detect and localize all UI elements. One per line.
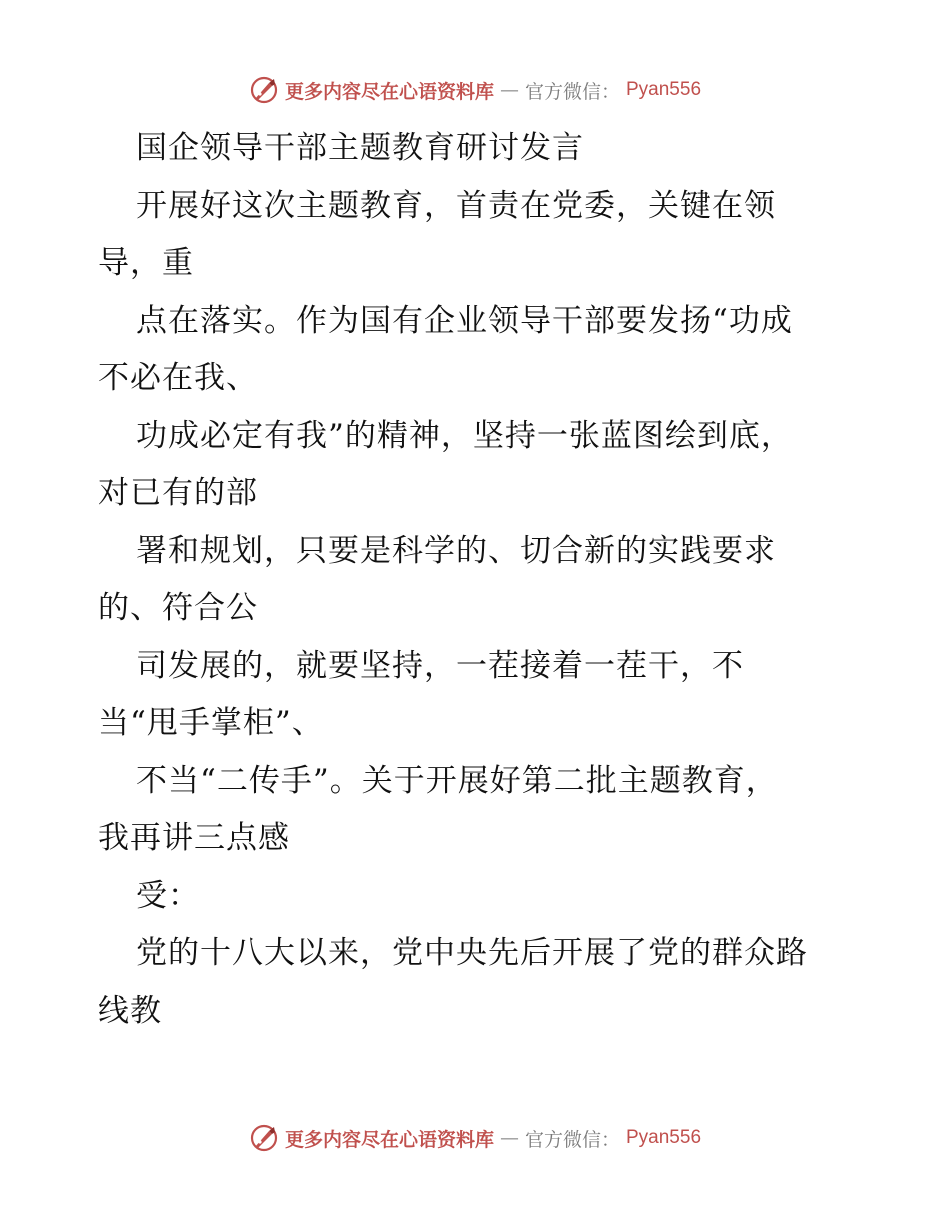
paragraph-line: 党的十八大以来，党中央先后开展了党的群众路 <box>136 935 808 971</box>
footer-banner <box>0 1122 950 1154</box>
banner-wechat-id: Pyan556 <box>626 1127 702 1148</box>
paragraph-line: 开展好这次主题教育，首责在党委，关键在领 <box>136 187 776 224</box>
banner-wechat-label: 官方微信： <box>524 1128 620 1151</box>
paragraph-line: 的、符合公 <box>98 590 258 626</box>
quill-pen-circle-icon <box>249 1123 279 1153</box>
banner-separator: — <box>499 1127 519 1149</box>
document-body <box>98 120 878 1040</box>
banner-separator: — <box>499 79 519 101</box>
paragraph-line: 当“甩手掌柜”、 <box>98 705 324 741</box>
paragraph-line: 署和规划，只要是科学的、切合新的实践要求 <box>136 532 776 569</box>
paragraph-line: 点在落实。作为国有企业领导干部要发扬“功成 <box>136 302 793 339</box>
banner-text: 更多内容尽在心语资料库 <box>284 80 494 103</box>
paragraph-line: 受： <box>136 877 200 914</box>
paragraph-line: 对已有的部 <box>98 475 258 511</box>
banner-wechat-label: 官方微信： <box>524 80 620 103</box>
header-banner <box>0 74 950 106</box>
paragraph-line: 线教 <box>98 992 162 1029</box>
paragraph-line: 我再讲三点感 <box>98 820 290 856</box>
paragraph-line: 功成必定有我”的精神，坚持一张蓝图绘到底， <box>136 417 793 454</box>
banner-wechat-id: Pyan556 <box>626 79 702 100</box>
document-title: 国企领导干部主题教育研讨发言 <box>136 130 584 166</box>
quill-pen-circle-icon <box>249 75 279 105</box>
banner-text: 更多内容尽在心语资料库 <box>284 1128 494 1151</box>
paragraph-line: 不当“二传手”。关于开展好第二批主题教育， <box>136 762 778 799</box>
paragraph-line: 司发展的，就要坚持，一茬接着一茬干，不 <box>136 647 744 684</box>
paragraph-line: 导，重 <box>98 245 194 281</box>
paragraph-line: 不必在我、 <box>98 360 258 396</box>
